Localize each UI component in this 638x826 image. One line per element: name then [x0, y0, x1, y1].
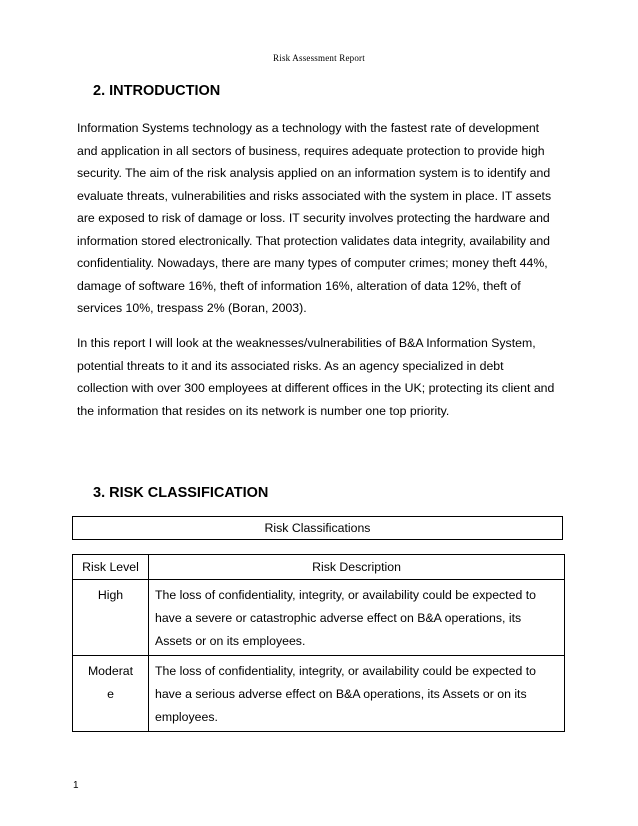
table-header-row	[73, 555, 565, 580]
running-header: Risk Assessment Report	[273, 53, 365, 63]
column-header-risk-description: Risk Description	[149, 555, 565, 580]
risk-level-cell	[73, 656, 149, 732]
text-line: and application in all sectors of business, requires adequate protection to provide high	[77, 143, 545, 158]
text-line: are exposed to risk of damage or loss. IT security involves protecting the hardware and	[77, 211, 550, 225]
text-line: Assets or on its employees.	[155, 634, 306, 648]
risk-description-cell	[149, 656, 565, 732]
text-line: information stored electronically. That protection validates data integrity, availability and	[77, 233, 550, 248]
text-line: evaluate threats, vulnerabilities and risks associated with the system in place. IT assets	[77, 188, 552, 203]
risk-description-cell	[149, 580, 565, 656]
text-line: security. The aim of the risk analysis applied on an information system is to identify and	[77, 166, 551, 180]
text-line: potential threats to it and its associated risks. As an agency specialized in debt	[77, 358, 504, 373]
column-header-risk-level: Risk Level	[73, 555, 149, 580]
table-caption: Risk Classifications	[72, 516, 563, 540]
section-heading-risk-classification: 3. RISK CLASSIFICATION	[93, 485, 269, 501]
text-line: The loss of confidentiality, integrity, or availability could be expected to	[155, 588, 536, 602]
text-line: have a serious adverse effect on B&A operations, its Assets or on its	[155, 687, 527, 701]
text-line: employees.	[155, 710, 218, 724]
text-line: damage of software 16%, theft of information 16%, alteration of data 12%, theft of	[77, 278, 521, 293]
intro-paragraph-2	[77, 332, 563, 422]
risk-level-cell	[73, 580, 149, 656]
section-heading-introduction: 2. INTRODUCTION	[93, 83, 221, 99]
table-row	[73, 656, 565, 732]
page-number: 1	[73, 780, 79, 791]
text-line: have a severe or catastrophic adverse effect on B&A operations, its	[155, 611, 522, 625]
risk-level-text: Moderat	[87, 664, 134, 678]
risk-classification-table	[72, 554, 565, 732]
text-line: collection with over 300 employees at different offices in the UK; protecting its client and	[77, 381, 555, 395]
intro-paragraph-1	[77, 117, 563, 320]
text-line: Information Systems technology as a technology with the fastest rate of development	[77, 121, 540, 135]
text-line: confidentiality. Nowadays, there are many types of computer crimes; money theft 44%,	[77, 256, 548, 270]
risk-level-text: e	[107, 687, 114, 701]
text-line: In this report I will look at the weaknesses/vulnerabilities of B&A Information System,	[77, 336, 536, 350]
text-line: services 10%, trespass 2% (Boran, 2003).	[77, 301, 307, 315]
risk-level-text: High	[97, 588, 124, 602]
text-line: the information that resides on its network is number one top priority.	[77, 403, 450, 418]
table-row	[73, 580, 565, 656]
text-line: The loss of confidentiality, integrity, or availability could be expected to	[155, 664, 536, 678]
